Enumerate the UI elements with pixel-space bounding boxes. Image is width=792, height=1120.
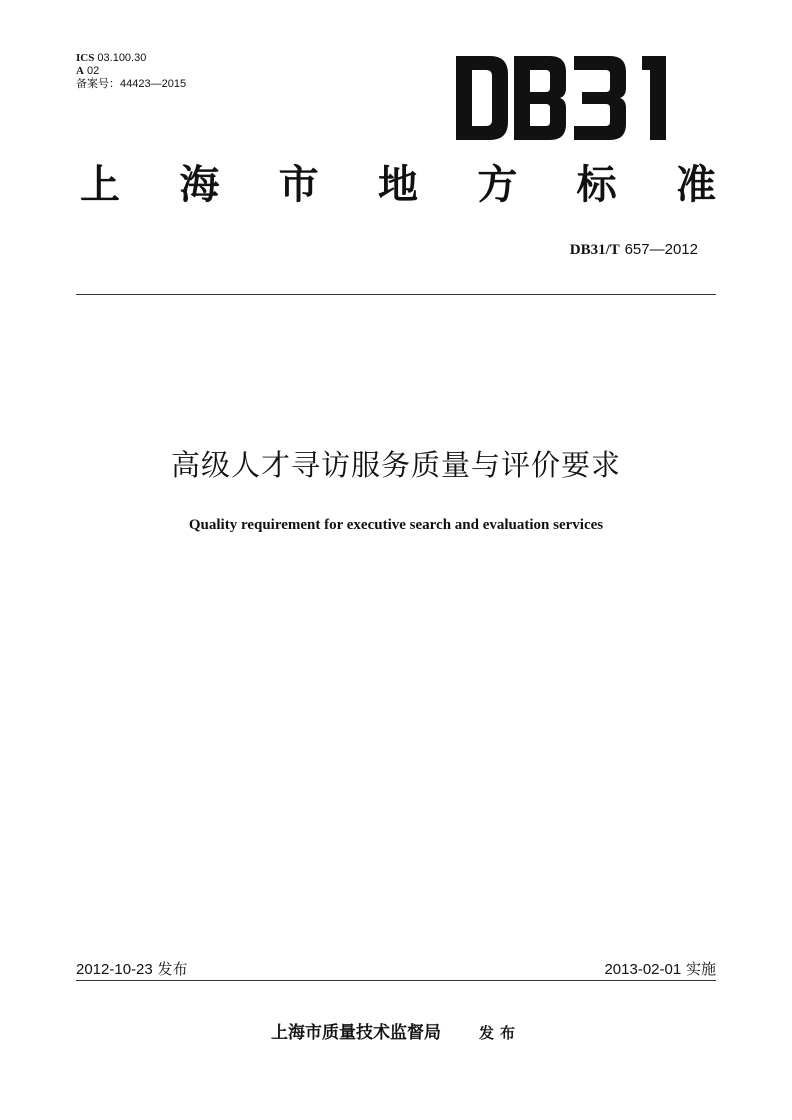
standard-type-char: 地 — [377, 162, 418, 208]
footer-divider — [76, 980, 716, 981]
standard-type-char: 准 — [675, 162, 716, 208]
implement-date-line — [604, 958, 716, 979]
standard-type-heading — [80, 160, 716, 210]
implement-label: 实施 — [685, 960, 716, 978]
standard-type-char: 市 — [278, 162, 319, 208]
standard-type-char: 标 — [576, 162, 617, 208]
standard-code-prefix: DB31/T — [569, 242, 620, 258]
ccs-code: 02 — [87, 65, 100, 77]
publisher-line — [0, 1018, 792, 1043]
ics-label: ICS — [76, 52, 95, 64]
publisher-name: 上海市质量技术监督局 — [270, 1023, 441, 1043]
header-divider — [76, 294, 716, 295]
implement-date: 2013-02-01 — [604, 961, 682, 978]
publisher-action: 发布 — [478, 1024, 521, 1042]
classification-block — [76, 52, 186, 91]
issue-label: 发布 — [157, 960, 188, 978]
document-title-zh: 高级人才寻访服务质量与评价要求 — [170, 448, 621, 482]
standard-code — [570, 240, 698, 259]
ics-line — [76, 52, 186, 65]
filing-number: 备案号：44423—2015 — [76, 78, 187, 90]
document-title-en: Quality requirement for executive search and evaluation services — [188, 517, 604, 533]
ccs-label: A — [76, 65, 84, 77]
issue-date: 2012-10-23 — [76, 961, 153, 978]
issue-date-line — [76, 958, 188, 979]
ccs-line — [76, 65, 186, 78]
standard-type-char: 方 — [477, 162, 518, 208]
standard-type-char: 上 — [80, 162, 120, 208]
db31-logo — [456, 56, 676, 140]
standard-code-number: 657—2012 — [624, 241, 698, 258]
ics-code: 03.100.30 — [97, 52, 147, 64]
standard-type-char: 海 — [179, 162, 220, 208]
